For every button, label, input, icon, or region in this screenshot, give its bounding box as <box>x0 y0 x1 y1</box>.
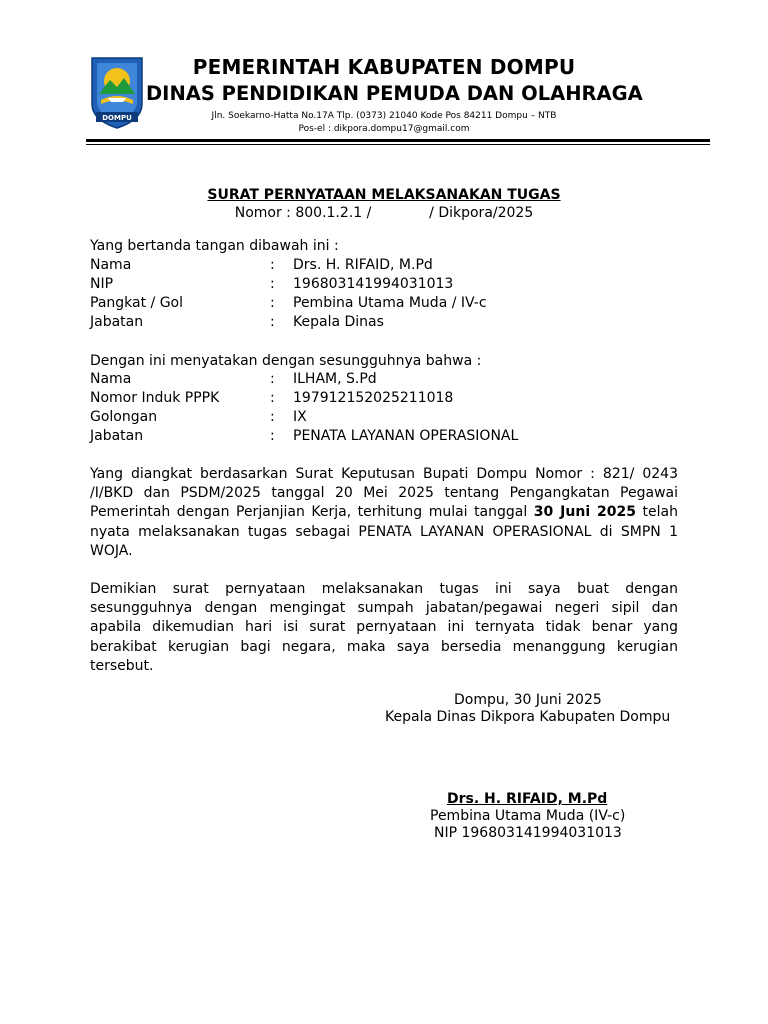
field-separator: : <box>270 409 275 425</box>
signer-label: Pangkat / Gol <box>90 295 184 311</box>
start-date: 30 Juni 2025 <box>533 504 637 521</box>
letterhead-government: PEMERINTAH KABUPATEN DOMPU <box>192 55 576 79</box>
signer-value: Pembina Utama Muda / IV-c <box>293 295 487 311</box>
signer-label: NIP <box>90 276 114 292</box>
field-separator: : <box>270 428 275 444</box>
employee-label: Nama <box>90 371 132 387</box>
signer-value: Kepala Dinas <box>293 314 384 330</box>
field-separator: : <box>270 390 275 406</box>
signer-value: 196803141994031013 <box>293 276 454 292</box>
letterhead-address: Jln. Soekarno-Hatta No.17A Tlp. (0373) 21040 Kode Pos 84211 Dompu – NTB <box>211 111 557 121</box>
signature-name: Drs. H. RIFAID, M.Pd <box>447 791 608 807</box>
signature-place-date: Dompu, 30 Juni 2025 <box>454 692 602 708</box>
signer-value: Drs. H. RIFAID, M.Pd <box>293 257 433 273</box>
employee-label: Nomor Induk PPPK <box>90 390 220 406</box>
employee-label: Golongan <box>90 409 158 425</box>
employee-value: PENATA LAYANAN OPERASIONAL <box>293 428 519 444</box>
document-title: SURAT PERNYATAAN MELAKSANAKAN TUGAS <box>207 187 561 203</box>
field-separator: : <box>270 371 275 387</box>
letterhead-agency: DINAS PENDIDIKAN PEMUDA DAN OLAHRAGA <box>146 82 643 105</box>
letterhead-divider-thin <box>86 144 710 145</box>
signer-intro: Yang bertanda tangan dibawah ini : <box>90 238 339 254</box>
field-separator: : <box>270 257 275 273</box>
field-separator: : <box>270 314 275 330</box>
signature-position: Kepala Dinas Dikpora Kabupaten Dompu <box>385 709 671 725</box>
signature-nip: NIP 196803141994031013 <box>434 825 622 841</box>
employee-label: Jabatan <box>90 428 144 444</box>
letterhead-email: Pos-el : dikpora.dompu17@gmail.com <box>298 124 470 134</box>
logo-text: DOMPU <box>102 114 132 122</box>
field-separator: : <box>270 276 275 292</box>
signer-label: Nama <box>90 257 132 273</box>
closing-paragraph: Demikian surat pernyataan melaksanakan tugas ini saya buat dengan sesungguhnya dengan mengingat sumpah jabatan/pegawai negeri sipil dan apabila dikemudian hari isi surat pernyataan ini ternyata tidak benar yang berakibat kerugian bagi negara, maka saya bersedia menanggung kerugian tersebut. <box>90 581 678 674</box>
declare-intro: Dengan ini menyatakan dengan sesungguhnya bahwa : <box>90 353 482 369</box>
employee-value: IX <box>293 409 307 425</box>
signer-label: Jabatan <box>90 314 144 330</box>
appointment-text: Yang diangkat berdasarkan Surat Keputusan Bupati Dompu Nomor : 821/ 0243 /I/BKD dan PSDM/2025 tanggal 20 Mei 2025 tentang Pengangkatan Pegawai Pemerintah dengan Perjanjian Kerja, terhitung mulai tanggal <box>90 466 678 521</box>
letterhead-divider-thick <box>86 139 710 142</box>
employee-value: 197912152025211018 <box>293 390 454 406</box>
field-separator: : <box>270 295 275 311</box>
appointment-text-end: telah nyata melaksanakan tugas sebagai PENATA LAYANAN OPERASIONAL di SMPN 1 WOJA. <box>90 504 678 559</box>
employee-value: ILHAM, S.Pd <box>293 371 377 387</box>
signature-rank: Pembina Utama Muda (IV-c) <box>430 808 626 824</box>
document-number: Nomor : 800.1.2.1 / / Dikpora/2025 <box>234 205 534 221</box>
appointment-paragraph <box>90 465 678 561</box>
